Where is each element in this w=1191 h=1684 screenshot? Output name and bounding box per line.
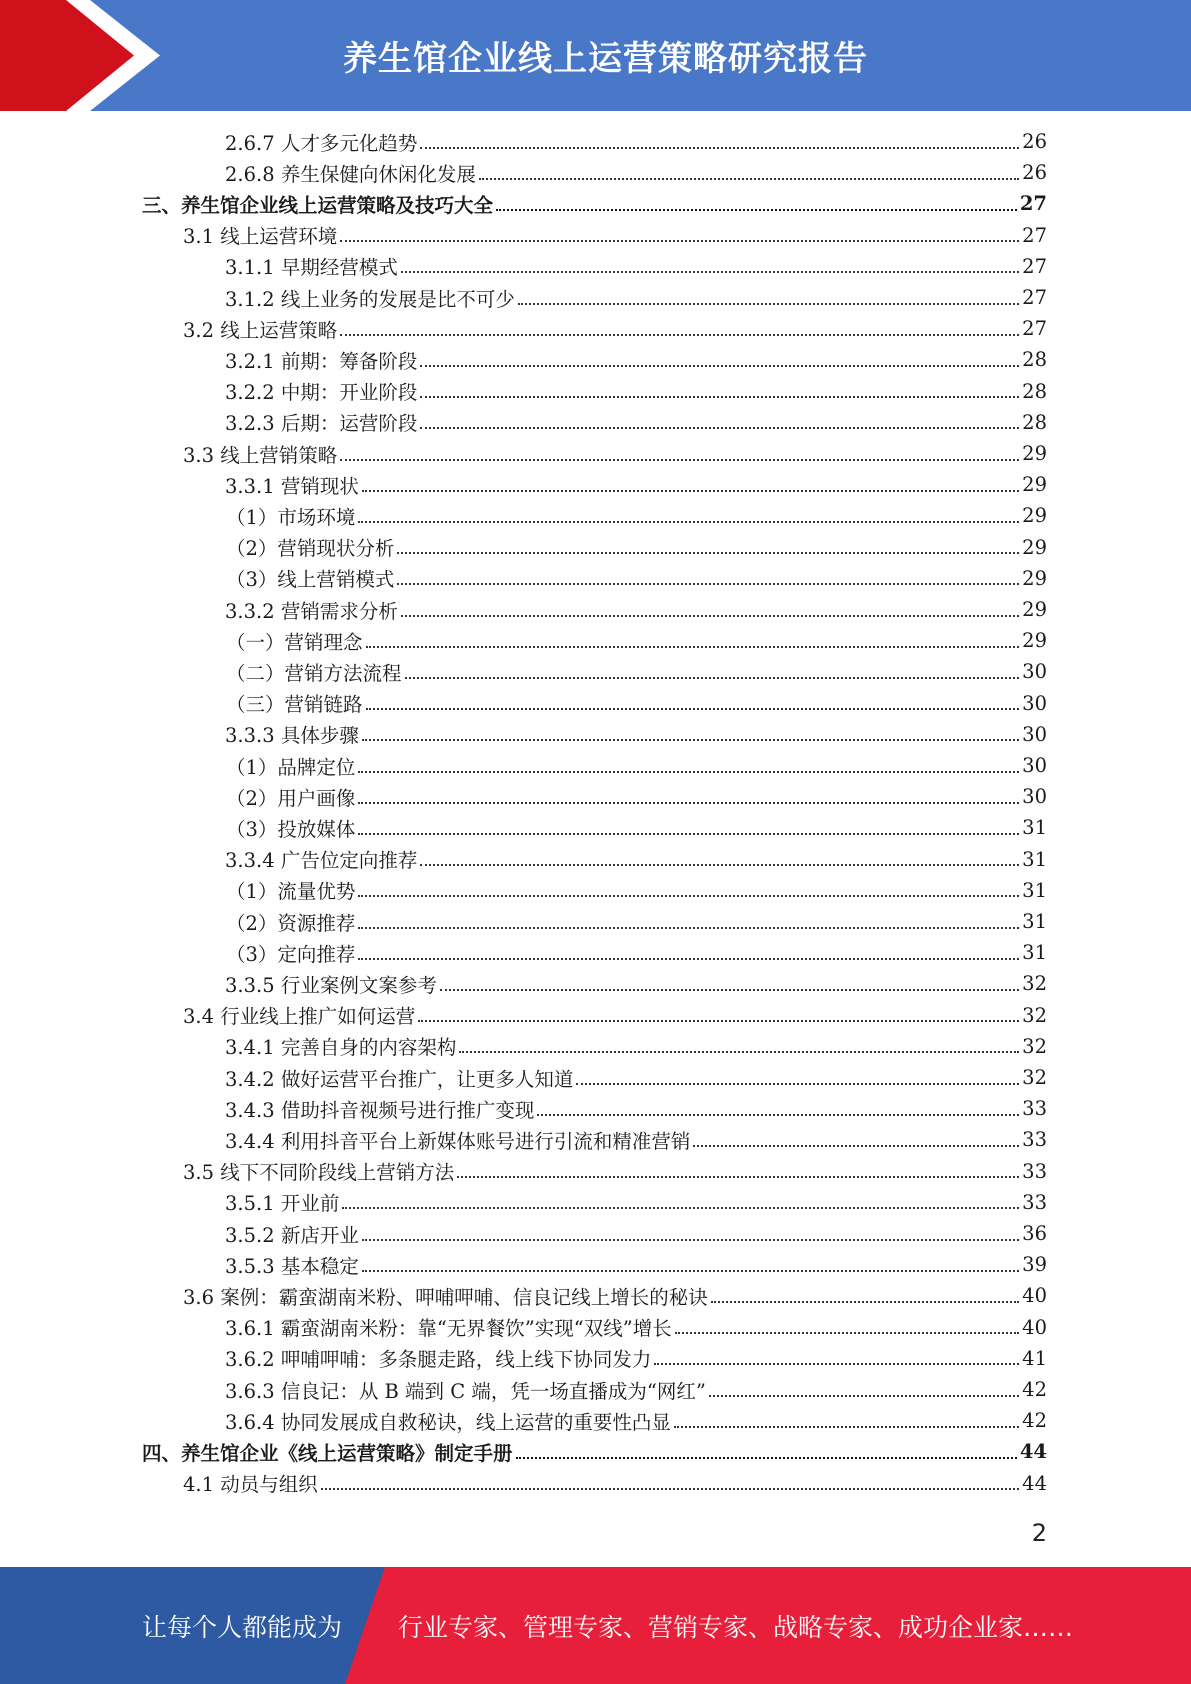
toc-entry[interactable]	[225, 344, 1047, 375]
toc-dot-leader	[340, 240, 1019, 242]
toc-entry[interactable]	[225, 469, 1047, 500]
toc-entry-label: （2）营销现状分析	[226, 537, 395, 561]
toc-entry-page: 29	[1022, 629, 1047, 653]
page-footer	[0, 1567, 1191, 1684]
toc-dot-leader	[366, 646, 1020, 648]
toc-dot-leader	[459, 1051, 1019, 1053]
toc-entry[interactable]	[183, 1468, 1047, 1499]
toc-entry[interactable]	[226, 937, 1047, 968]
toc-dot-leader	[420, 147, 1019, 149]
page-number: 2	[1031, 1519, 1047, 1547]
toc-entry-page: 26	[1022, 161, 1047, 185]
toc-entry-page: 32	[1022, 972, 1047, 996]
toc-entry-label: 3.1 线上运营环境	[183, 225, 338, 249]
toc-entry-page: 27	[1022, 254, 1047, 278]
toc-entry-label: 3.3.4 广告位定向推荐	[225, 849, 418, 873]
toc-entry-label: 3.2.3 后期：运营阶段	[225, 412, 418, 436]
toc-entry-label: 3.2.2 中期：开业阶段	[225, 381, 418, 405]
toc-entry-label: 3.3.5 行业案例文案参考	[225, 973, 437, 997]
toc-entry[interactable]	[226, 750, 1047, 781]
toc-entry-page: 29	[1022, 473, 1047, 497]
toc-entry-page: 31	[1022, 941, 1047, 965]
toc-dot-leader	[405, 677, 1020, 679]
toc-entry-page: 27	[1022, 286, 1047, 309]
toc-entry[interactable]	[183, 220, 1047, 251]
toc-entry-label: （3）定向推荐	[226, 942, 356, 966]
toc-entry-label: 四、养生馆企业《线上运营策略》制定手册	[142, 1441, 513, 1465]
toc-entry-page: 26	[1022, 130, 1047, 153]
toc-entry-page: 29	[1022, 566, 1047, 590]
toc-entry-label: （1）市场环境	[226, 505, 356, 529]
toc-dot-leader	[516, 1457, 1017, 1459]
toc-dot-leader	[342, 1207, 1019, 1209]
toc-entry-page: 32	[1022, 1034, 1047, 1058]
toc-entry-page: 32	[1022, 1066, 1047, 1089]
toc-entry-label: 3.6.2 呷哺呷哺：多条腿走路，线上线下协同发力	[225, 1348, 652, 1372]
toc-entry-page: 40	[1022, 1315, 1047, 1339]
toc-entry-page: 30	[1022, 722, 1047, 746]
toc-entry[interactable]	[225, 1031, 1047, 1062]
toc-entry-page: 36	[1022, 1222, 1047, 1245]
toc-entry[interactable]	[225, 1124, 1047, 1155]
toc-entry-label: 3.6.4 协同发展成自救秘诀，线上运营的重要性凸显	[225, 1410, 671, 1434]
toc-entry-label: 3.5.2 新店开业	[225, 1223, 359, 1247]
toc-entry-label: 2.6.7 人才多元化趋势	[225, 131, 418, 155]
toc-entry[interactable]	[183, 1000, 1047, 1031]
toc-entry-label: 3.5.1 开业前	[225, 1192, 340, 1216]
toc-entry[interactable]	[225, 1093, 1047, 1124]
toc-entry-label: 2.6.8 养生保健向休闲化发展	[225, 162, 476, 186]
toc-entry[interactable]	[142, 1436, 1047, 1467]
toc-entry-page: 28	[1022, 379, 1047, 403]
toc-entry[interactable]	[225, 407, 1047, 438]
toc-entry[interactable]	[183, 438, 1047, 469]
toc-entry-label: （1）品牌定位	[226, 755, 356, 779]
toc-entry[interactable]	[225, 1218, 1047, 1249]
footer-slogan-left: 让每个人都能成为	[142, 1612, 343, 1642]
toc-dot-leader	[674, 1426, 1019, 1428]
toc-dot-leader	[362, 1270, 1019, 1272]
toc-dot-leader	[420, 864, 1019, 866]
toc-entry[interactable]	[225, 157, 1047, 188]
toc-entry[interactable]	[225, 1312, 1047, 1343]
toc-entry[interactable]	[225, 1187, 1047, 1218]
toc-dot-leader	[576, 1083, 1019, 1085]
toc-entry[interactable]	[225, 719, 1047, 750]
toc-entry[interactable]	[183, 313, 1047, 344]
toc-entry-label: 3.5 线下不同阶段线上营销方法	[183, 1161, 455, 1185]
toc-dot-leader	[358, 895, 1019, 897]
toc-entry-page: 31	[1022, 878, 1047, 902]
toc-dot-leader	[401, 271, 1019, 273]
toc-entry[interactable]	[225, 126, 1047, 157]
toc-entry-page: 40	[1022, 1284, 1047, 1308]
toc-entry-page: 28	[1022, 348, 1047, 372]
toc-entry-label: 3.1.1 早期经营模式	[225, 256, 398, 280]
toc-entry-label: 三、养生馆企业线上运营策略及技巧大全	[142, 193, 494, 217]
toc-entry-label: 3.4.1 完善自身的内容架构	[225, 1036, 457, 1060]
toc-entry-label: （二）营销方法流程	[226, 661, 402, 685]
toc-dot-leader	[537, 1114, 1019, 1116]
toc-entry-label: 3.6.1 霸蛮湖南米粉：靠“无界餐饮”实现“双线”增长	[225, 1317, 672, 1341]
toc-entry-page: 32	[1022, 1003, 1047, 1027]
toc-dot-leader	[358, 771, 1019, 773]
toc-entry-page: 27	[1022, 223, 1047, 247]
toc-entry[interactable]	[226, 625, 1047, 656]
toc-entry[interactable]	[142, 188, 1047, 219]
toc-dot-leader	[654, 1363, 1019, 1365]
toc-entry-page: 42	[1022, 1409, 1047, 1433]
document-title: 养生馆企业线上运营策略研究报告	[343, 39, 868, 79]
toc-entry-label: 3.6 案例：霸蛮湖南米粉、呷哺呷哺、信良记线上增长的秘诀	[183, 1285, 708, 1309]
toc-entry-label: 3.1.2 线上业务的发展是比不可少	[225, 287, 515, 311]
toc-entry[interactable]	[225, 376, 1047, 407]
toc-entry[interactable]	[226, 500, 1047, 531]
toc-dot-leader	[479, 178, 1019, 180]
toc-entry-page: 44	[1022, 1471, 1047, 1495]
toc-entry-page: 33	[1022, 1097, 1047, 1121]
toc-entry[interactable]	[225, 1343, 1047, 1374]
toc-dot-leader	[340, 459, 1019, 461]
toc-entry-page: 31	[1022, 910, 1047, 933]
toc-dot-leader	[420, 365, 1019, 367]
toc-dot-leader	[358, 958, 1019, 960]
toc-entry-page: 27	[1019, 192, 1047, 216]
toc-entry-label: （2）资源推荐	[226, 911, 356, 935]
toc-entry-page: 28	[1022, 410, 1047, 434]
toc-dot-leader	[675, 1332, 1019, 1334]
toc-entry-page: 29	[1022, 598, 1047, 621]
toc-entry-label: 3.2 线上运营策略	[183, 318, 338, 342]
toc-entry-page: 29	[1022, 535, 1047, 559]
toc-entry[interactable]	[226, 532, 1047, 563]
toc-entry[interactable]	[225, 594, 1047, 625]
toc-entry[interactable]	[225, 282, 1047, 313]
toc-dot-leader	[709, 1395, 1019, 1397]
toc-entry-page: 27	[1022, 317, 1047, 341]
toc-entry-label: （一）营销理念	[226, 630, 363, 654]
toc-entry-page: 30	[1022, 754, 1047, 777]
page-header	[0, 0, 1191, 111]
toc-entry-page: 41	[1022, 1346, 1047, 1370]
toc-entry-label: 3.3.3 具体步骤	[225, 724, 359, 748]
toc-entry-label: 3.4 行业线上推广如何运营	[183, 1005, 416, 1029]
toc-entry-page: 33	[1022, 1128, 1047, 1152]
toc-entry-label: （3）投放媒体	[226, 817, 356, 841]
toc-entry[interactable]	[225, 968, 1047, 999]
toc-entry-page: 30	[1022, 660, 1047, 684]
toc-entry-label: 3.6.3 信良记：从 B 端到 C 端，凭一场直播成为“网红”	[225, 1379, 706, 1403]
toc-entry[interactable]	[183, 1156, 1047, 1187]
toc-entry[interactable]	[225, 1249, 1047, 1280]
toc-dot-leader	[362, 490, 1019, 492]
toc-entry-page: 30	[1022, 691, 1047, 715]
toc-dot-leader	[457, 1176, 1019, 1178]
toc-dot-leader	[362, 739, 1019, 741]
toc-entry-label: 3.3.2 营销需求分析	[225, 599, 398, 623]
toc-entry[interactable]	[226, 781, 1047, 812]
toc-dot-leader	[321, 1488, 1019, 1490]
toc-entry[interactable]	[226, 875, 1047, 906]
toc-dot-leader	[693, 1145, 1019, 1147]
toc-entry[interactable]	[183, 1280, 1047, 1311]
toc-dot-leader	[358, 802, 1019, 804]
toc-entry-label: 3.4.2 做好运营平台推广，让更多人知道	[225, 1067, 574, 1091]
toc-entry-label: 3.4.3 借助抖音视频号进行推广变现	[225, 1098, 535, 1122]
toc-dot-leader	[358, 521, 1019, 523]
toc-dot-leader	[362, 1239, 1019, 1241]
toc-entry[interactable]	[225, 844, 1047, 875]
toc-entry-label: 3.3.1 营销现状	[225, 474, 359, 498]
toc-entry-page: 42	[1022, 1378, 1047, 1401]
toc-entry-page: 39	[1022, 1253, 1047, 1277]
toc-entry-label: 3.2.1 前期：筹备阶段	[225, 349, 418, 373]
toc-dot-leader	[401, 615, 1019, 617]
toc-entry-page: 30	[1022, 785, 1047, 809]
toc-dot-leader	[358, 927, 1019, 929]
toc-entry-page: 29	[1022, 442, 1047, 465]
toc-dot-leader	[358, 833, 1019, 835]
toc-entry-label: 3.5.3 基本稳定	[225, 1254, 359, 1278]
toc-entry-label: （1）流量优势	[226, 880, 356, 904]
toc-dot-leader	[420, 396, 1019, 398]
toc-entry-page: 29	[1022, 504, 1047, 528]
footer-slogan-right: 行业专家、管理专家、营销专家、战略专家、成功企业家……	[398, 1612, 1074, 1642]
toc-entry-label: 3.3 线上营销策略	[183, 443, 338, 467]
toc-dot-leader	[420, 427, 1019, 429]
toc-dot-leader	[711, 1301, 1019, 1303]
toc-entry[interactable]	[225, 1405, 1047, 1436]
toc-entry[interactable]	[226, 656, 1047, 687]
toc-entry-page: 31	[1022, 816, 1047, 840]
toc-entry[interactable]	[225, 1374, 1047, 1405]
toc-entry-label: （3）线上营销模式	[226, 568, 395, 592]
toc-entry[interactable]	[226, 688, 1047, 719]
toc-entry[interactable]	[226, 906, 1047, 937]
toc-entry-page: 31	[1022, 847, 1047, 871]
toc-dot-leader	[496, 209, 1017, 211]
toc-entry[interactable]	[226, 812, 1047, 843]
toc-entry[interactable]	[225, 1062, 1047, 1093]
toc-entry[interactable]	[225, 251, 1047, 282]
toc-entry[interactable]	[226, 563, 1047, 594]
toc-dot-leader	[340, 334, 1019, 336]
toc-entry-label: （三）营销链路	[226, 693, 363, 717]
toc-entry-page: 33	[1022, 1159, 1047, 1183]
toc-dot-leader	[366, 708, 1020, 710]
toc-entry-label: 3.4.4 利用抖音平台上新媒体账号进行引流和精准营销	[225, 1129, 691, 1153]
toc-dot-leader	[397, 583, 1019, 585]
toc-dot-leader	[418, 1020, 1019, 1022]
toc-entry-page: 44	[1019, 1440, 1047, 1464]
toc-dot-leader	[440, 989, 1019, 991]
toc-entry-page: 33	[1022, 1190, 1047, 1214]
toc-entry-label: （2）用户画像	[226, 786, 356, 810]
toc-dot-leader	[397, 552, 1019, 554]
toc-entry-label: 4.1 动员与组织	[183, 1473, 318, 1497]
toc-dot-leader	[518, 303, 1019, 305]
